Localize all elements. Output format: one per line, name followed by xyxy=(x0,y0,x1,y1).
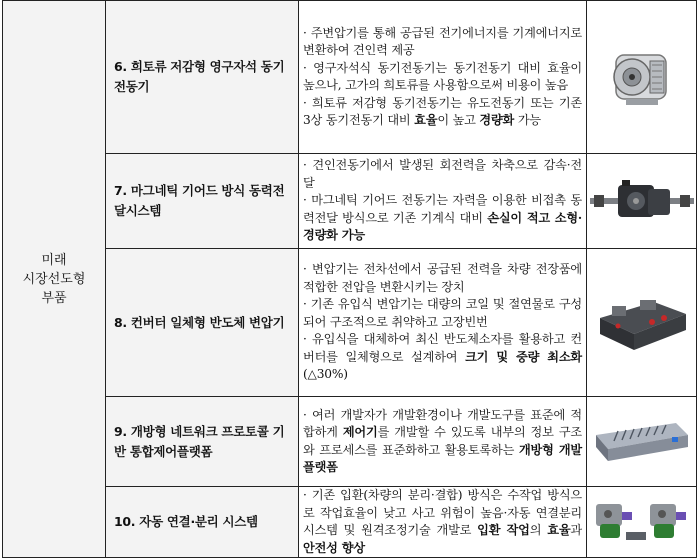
part-image xyxy=(587,154,697,249)
motor-icon xyxy=(602,37,682,117)
emphasis-text: 효율 xyxy=(547,523,571,537)
description-text: · 여러 개발자가 개발환경이나 개발도구를 표준에 적합하게 xyxy=(303,407,582,439)
part-description xyxy=(299,1,587,154)
description-bullet xyxy=(303,331,582,384)
table-row xyxy=(3,1,697,154)
emphasis-text: 크기 및 중량 최소화 xyxy=(465,349,582,364)
coupler-icon xyxy=(590,494,694,550)
category-cell xyxy=(3,1,106,558)
emphasis-text: 안전성 향상 xyxy=(303,540,365,555)
description-bullet xyxy=(303,192,582,245)
part-image xyxy=(587,249,697,397)
description-bullet xyxy=(303,95,582,130)
table-row xyxy=(3,487,697,558)
description-bullet xyxy=(303,261,582,296)
control-platform-icon xyxy=(592,417,692,467)
description-text: 의 xyxy=(529,523,548,537)
category-line: 부품 xyxy=(41,290,67,306)
category-line: 시장선도형 xyxy=(22,271,86,287)
description-bullet xyxy=(303,25,582,60)
gear-drive-icon xyxy=(588,171,696,231)
emphasis-text: 효율 xyxy=(414,113,438,127)
description-bullet xyxy=(303,487,582,557)
description-text: (△30%) xyxy=(303,367,348,382)
description-text: 과 xyxy=(570,523,582,537)
description-text: · 변압기는 전차선에서 공급된 전력을 차량 전장품에적합한 전압을 변환시키는 장치 xyxy=(303,262,582,294)
description-text: 이 높고 xyxy=(437,113,480,127)
part-name: 10. 자동 연결·분리 시스템 xyxy=(106,487,299,558)
description-bullet xyxy=(303,407,582,477)
description-bullet xyxy=(303,157,582,192)
description-text: · 영구자석식 동기전동기는 동기전동기 대비 효율이 높으나, 고가의 희토류를 사용함으로써 비용이 높음 xyxy=(303,60,582,92)
part-description xyxy=(299,487,587,558)
description-text: 를 개발할 수 있도록 내부의 정보 구조와 프로세스를 표준화하고 활용토록하는 xyxy=(303,425,582,457)
emphasis-text: 개방형 개발플랫폼 xyxy=(303,442,582,474)
description-text: · 기존 유입식 변압기는 대량의 코일 및 절연물로 구성되어 구조적으로 취약하고 고장빈번 xyxy=(303,297,582,329)
part-name: 6. 희토류 저감형 영구자석 동기전동기 xyxy=(106,1,299,154)
description-text: · 유입식을 대체하여 최신 반도체소자를 활용하고 컨버터를 일체형으로 설계하여 xyxy=(303,332,582,364)
emphasis-text: 입환 작업 xyxy=(477,523,530,537)
description-text: · 주변압기를 통해 공급된 전기에너지를 기계에너지로 변환하여 견인력 제공 xyxy=(303,25,582,57)
part-description xyxy=(299,249,587,397)
description-text: · 마그네틱 기어드 전동기는 자력을 이용한 비접촉 동력전달 방식으로 기존 기계식 대비 xyxy=(303,193,582,225)
transformer-icon xyxy=(594,288,690,358)
parts-table xyxy=(2,0,697,558)
description-text: · 희토류 저감형 동기전동기는 유도전동기 또는 기존 3상 동기전동기 대비 xyxy=(303,95,582,127)
emphasis-text: 경량화 xyxy=(479,113,515,127)
category-line: 미래 xyxy=(41,252,67,268)
part-name: 7. 마그네틱 기어드 방식 동력전달시스템 xyxy=(106,154,299,249)
description-text: 가능 xyxy=(514,113,541,127)
table-row xyxy=(3,397,697,487)
part-image xyxy=(587,1,697,154)
description-text: · 견인전동기에서 발생된 회전력을 차축으로 감속·전달 xyxy=(303,158,582,190)
table-row xyxy=(3,154,697,249)
part-image xyxy=(587,487,697,558)
description-bullet xyxy=(303,296,582,331)
emphasis-text: 손실이 적고 소형·경량화 가능 xyxy=(303,210,582,243)
table-row xyxy=(3,249,697,397)
part-name: 9. 개방형 네트워크 프로토콜 기반 통합제어플랫폼 xyxy=(106,397,299,487)
part-name: 8. 컨버터 일체형 반도체 변압기 xyxy=(106,249,299,397)
emphasis-text: 제어기 xyxy=(342,425,378,439)
part-description xyxy=(299,397,587,487)
description-bullet xyxy=(303,60,582,95)
description-text: · 기존 입환(차량의 분리·결합) 방식은 수작업 방식으로 작업효율이 낮고 사고 위험이 높음·자동 연결분리 시스템 및 원격조정기술 개발로 xyxy=(303,488,582,537)
part-description xyxy=(299,154,587,249)
part-image xyxy=(587,397,697,487)
